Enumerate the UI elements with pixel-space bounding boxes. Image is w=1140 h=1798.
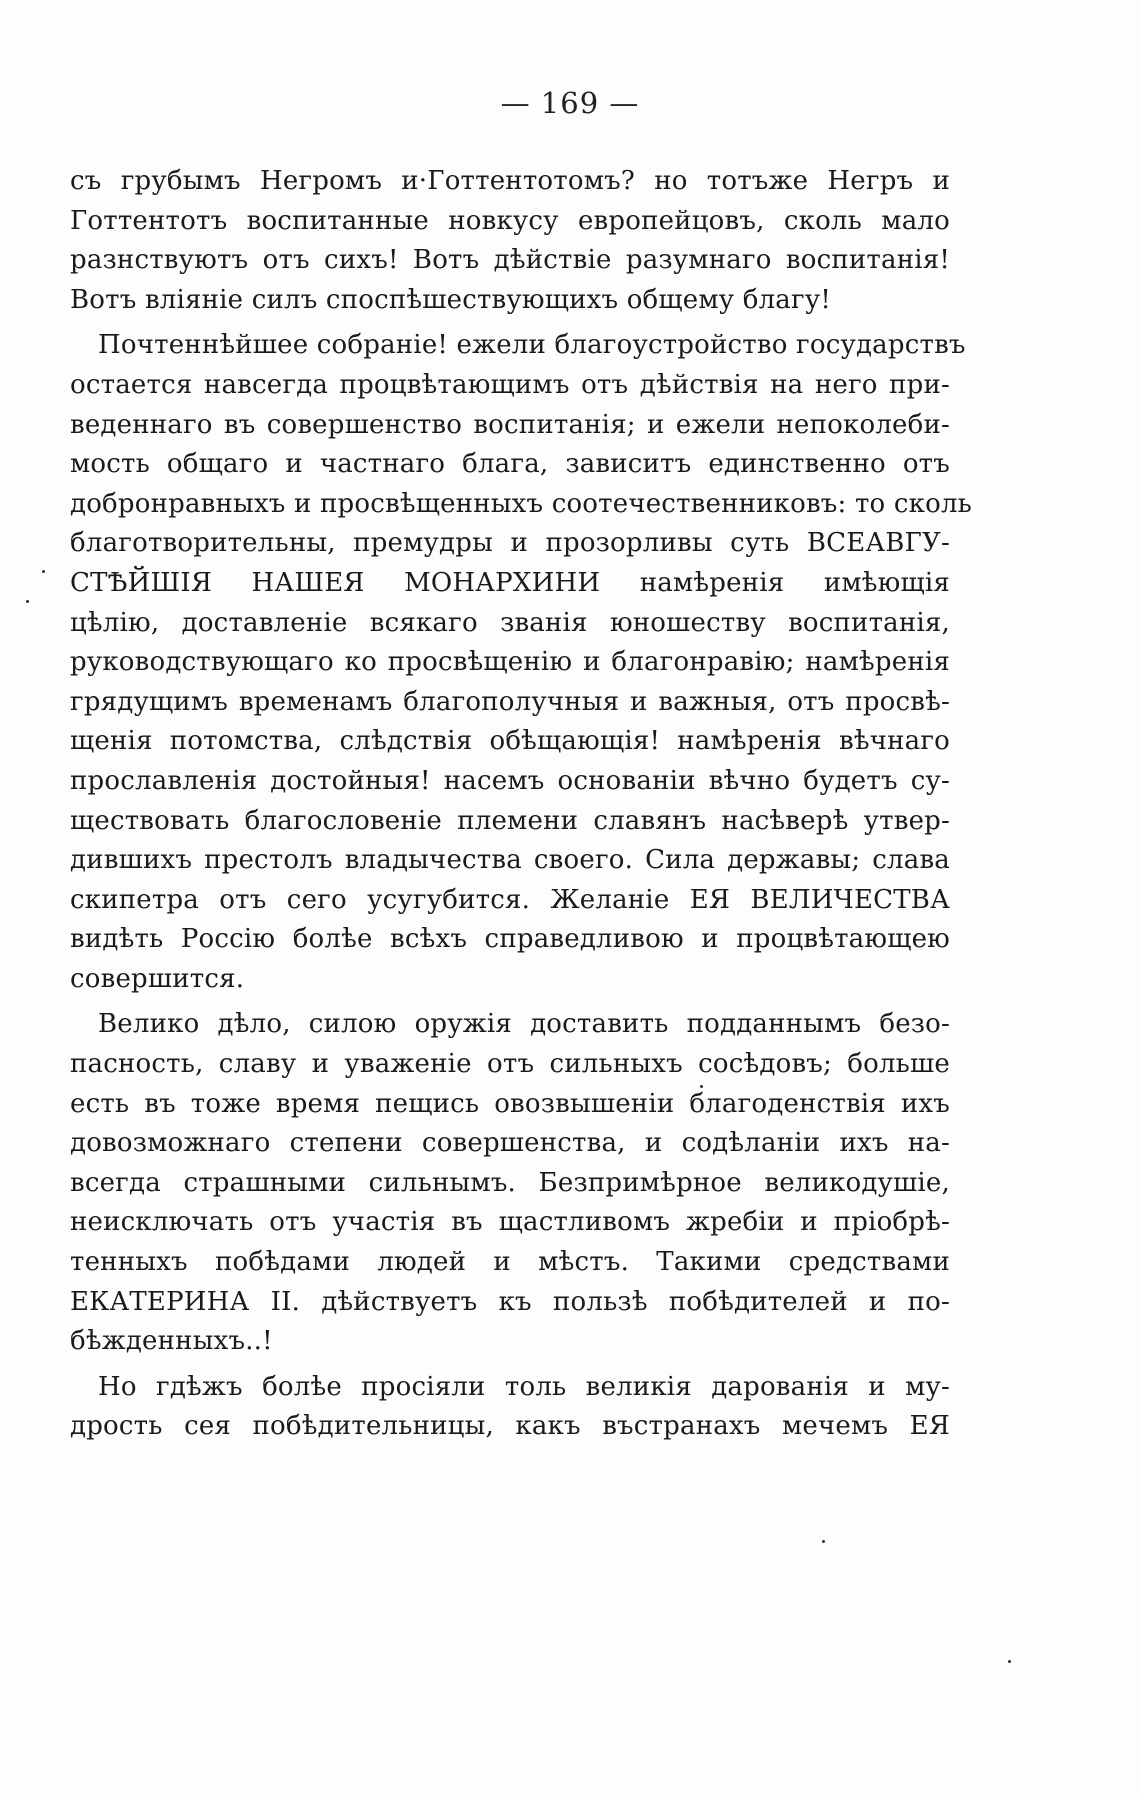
paragraph (70, 1368, 950, 1447)
text-line: руководствующаго ко просвѣщенію и благонравію; намѣренія (70, 647, 950, 678)
text-line: Почтеннѣйшее собраніе! ежели благоустройство государствъ (98, 330, 966, 361)
text-line: дившихъ престолъ владычества своего. Сила державы; слава (70, 845, 950, 876)
text-line: всегда страшными сильнымъ. Безпримѣрное великодушіе, (70, 1167, 950, 1198)
text-line: грядущимъ временамъ благополучныя и важныя, отъ просвѣ- (70, 686, 950, 717)
text-line: дрость сея побѣдительницы, какъ въстранахъ мечемъ ЕЯ (70, 1411, 950, 1442)
scan-speck (42, 570, 45, 573)
text-line: Велико дѣло, силою оружія доставить подданнымъ безо- (98, 1009, 950, 1040)
paragraph (70, 326, 973, 999)
scan-speck (822, 1540, 825, 1543)
text-line: Но гдѣжъ болѣе просіяли толь великія дарованія и му- (98, 1371, 950, 1402)
text-line: цѣлію, доставленіе всякаго званія юношеству воспитанія, (70, 607, 950, 638)
paragraph (70, 1005, 950, 1361)
text-line: бѣжденныхъ..! (70, 1326, 273, 1357)
page-number: — 169 — (500, 86, 640, 120)
text-line: Готтентотъ воспитанные новкусу европейцовъ, сколь мало (70, 205, 950, 236)
scan-speck (26, 600, 29, 603)
text-line: ществовать благословеніе племени славянъ насѣверѣ утвер- (70, 805, 950, 836)
text-line: Вотъ вліяніе силъ споспѣшествующихъ общему благу! (70, 284, 831, 315)
text-line: довозможнаго степени совершенства, и содѣланіи ихъ на- (70, 1128, 950, 1159)
text-line: скипетра отъ сего усугубится. Желаніе ЕЯ ВЕЛИЧЕСТВА (70, 884, 950, 915)
text-line: совершится. (70, 963, 245, 994)
text-line: щенія потомства, слѣдствія обѣщающія! намѣренія вѣчнаго (70, 726, 950, 757)
text-line: разнствуютъ отъ сихъ! Вотъ дѣйствіе разумнаго воспитанія! (70, 245, 950, 276)
text-line: веденнаго въ совершенство воспитанія; и ежели непоколеби- (70, 409, 950, 440)
text-line: тенныхъ побѣдами людей и мѣстъ. Такими средствами (70, 1247, 950, 1278)
scan-speck (700, 1085, 703, 1088)
text-line: пасность, славу и уваженіе отъ сильныхъ сосѣдовъ; больше (70, 1049, 950, 1080)
text-line: неисключать отъ участія въ щастливомъ жребіи и пріобрѣ- (70, 1207, 950, 1238)
body-text (70, 162, 973, 1447)
text-line: ЕКАТЕРИНА II. дѣйствуетъ къ пользѣ побѣдителей и по- (70, 1286, 950, 1317)
text-line: благотворительны, премудры и прозорливы суть ВСЕАВГУ- (70, 528, 950, 559)
paragraph (70, 162, 950, 320)
text-line: есть въ тоже время пещись овозвышеніи благоденствія ихъ (70, 1088, 950, 1119)
text-line: видѣть Россію болѣе всѣхъ справедливою и процвѣтающею (70, 924, 950, 955)
text-line: прославленія достойныя! насемъ основаніи вѣчно будетъ су- (70, 765, 950, 796)
text-line: добронравныхъ и просвѣщенныхъ соотечественниковъ: то сколь (70, 488, 973, 519)
scan-speck (1008, 1660, 1011, 1663)
text-line: съ грубымъ Негромъ и·Готтентотомъ? но тотъже Негръ и (70, 166, 950, 196)
text-line: мость общаго и частнаго блага, зависитъ единственно отъ (70, 449, 950, 480)
text-line: СТѢЙШІЯ НАШЕЯ МОНАРХИНИ намѣренія имѣющія (70, 567, 950, 598)
text-line: остается навсегда процвѣтающимъ отъ дѣйствія на него при- (70, 369, 950, 400)
